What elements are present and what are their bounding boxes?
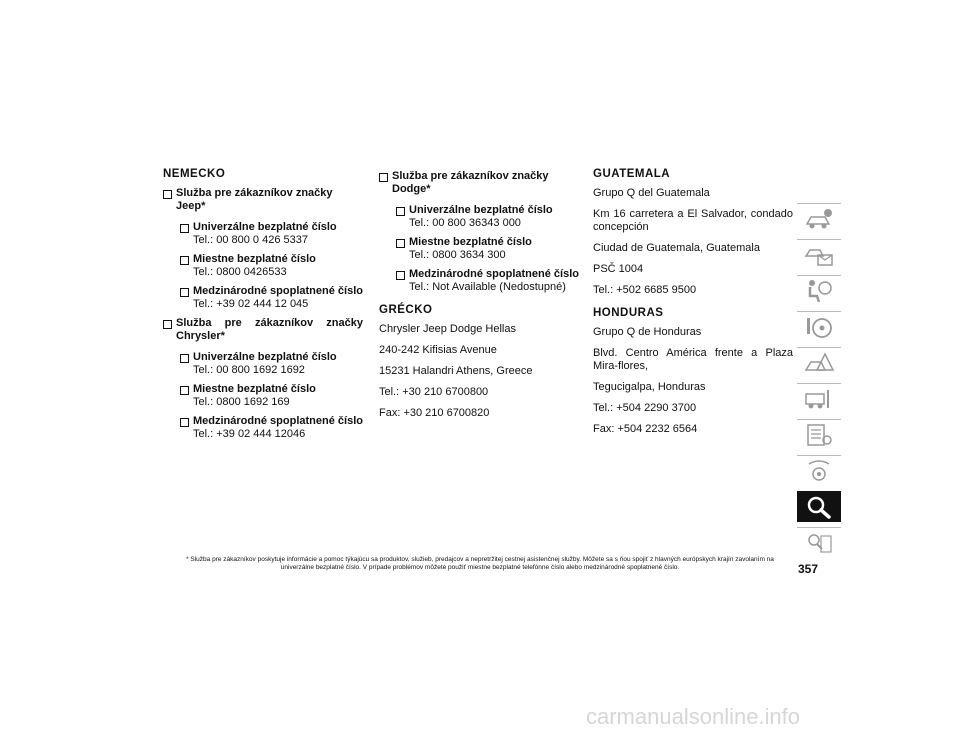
list-item [180,351,363,377]
fax-line: Fax: +30 210 6700820 [379,407,490,419]
tab-index[interactable] [797,527,841,558]
group-title: Služba pre zákazníkov značky Dodge* [392,170,549,195]
column-guatemala-honduras [593,168,793,444]
item-label: Medzinárodné spoplatnené číslo [409,268,579,280]
tab-car-info[interactable] [797,203,841,234]
item-value: Tel.: 00 800 1692 1692 [193,364,305,376]
item-label: Medzinárodné spoplatnené číslo [193,415,363,427]
list-item [180,253,363,279]
checkbox-icon [180,386,189,395]
checkbox-icon [180,354,189,363]
checkbox-icon [396,239,405,248]
list-item [180,415,363,441]
jeep-service-items [180,221,363,311]
address-line: 240-242 Kifisias Avenue [379,344,497,356]
checkbox-icon [379,173,388,182]
car-info-icon [803,206,835,232]
item-label: Medzinárodné spoplatnené číslo [193,285,363,297]
item-value: Tel.: Not Available (Nedostupné) [409,281,566,293]
checkbox-icon [180,256,189,265]
checkbox-icon [396,207,405,216]
item-value: Tel.: +39 02 444 12 045 [193,298,309,310]
index-icon [803,530,835,556]
list-item [180,285,363,311]
tab-emergency[interactable] [797,347,841,378]
phone-line: Tel.: +502 6685 9500 [593,284,697,296]
address-line: Blvd. Centro América frente a Plaza Mira-flores, [593,347,793,372]
watermark: carmanualsonline.info [586,704,801,729]
item-value: Tel.: +39 02 444 12046 [193,428,306,440]
tab-multimedia[interactable] [797,455,841,486]
tab-servicing[interactable] [797,383,841,414]
fax-line: Fax: +504 2232 6564 [593,423,698,435]
group-title: Služba pre zákazníkov značky Chrysler* [176,317,363,342]
page-number: 357 [798,562,819,576]
chrysler-service-title-item [163,317,363,343]
footnote: * Služba pre zákazníkov poskytuje informácie a pomoc týkajúcu sa produktov, služieb, predajcov a nepretržitej cestnej asistenčnej služby. Môžete sa s ňou spojiť z hlavných európskych krajín zavolaním na univerzálne bezplatné číslo. V prípade problémov môžete použiť miestne bezplatné telefónne číslo alebo medzinárodné spoplatnené číslo. [186,556,774,571]
section-heading-honduras: HONDURAS [593,307,664,319]
postal-code-line: PSČ 1004 [593,263,644,275]
checklist-icon [803,422,835,448]
jeep-service-title-item [163,187,363,213]
list-item [180,221,363,247]
dodge-service-group [379,170,579,294]
item-value: Tel.: 0800 0426533 [193,266,287,278]
checkbox-icon [163,190,172,199]
address-line: Tegucigalpa, Honduras [593,381,706,393]
jeep-service-group [163,187,363,311]
address-line: Km 16 carretera a El Salvador, condado concepción [593,208,793,233]
item-value: Tel.: 00 800 0 426 5337 [193,234,308,246]
list-item [396,236,579,262]
list-item [396,268,579,294]
address-line: Grupo Q del Guatemala [593,187,710,199]
phone-line: Tel.: +30 210 6700800 [379,386,489,398]
item-label: Univerzálne bezplatné číslo [409,204,553,216]
section-heading-guatemala: GUATEMALA [593,168,671,180]
section-heading-germany: NEMECKO [163,168,226,180]
tab-messages[interactable] [797,239,841,270]
tab-customer-assistance[interactable] [797,491,841,522]
dodge-service-items [396,204,579,294]
list-item [180,383,363,409]
chrysler-service-items [180,351,363,441]
list-item [396,204,579,230]
address-line: Ciudad de Guatemala, Guatemala [593,242,760,254]
chrysler-service-group [163,317,363,441]
airbag-seat-icon [803,278,835,304]
tab-specifications[interactable] [797,419,841,450]
address-line: Chrysler Jeep Dodge Hellas [379,323,516,335]
item-label: Miestne bezplatné číslo [409,236,532,248]
item-label: Univerzálne bezplatné číslo [193,351,337,363]
item-value: Tel.: 00 800 36343 000 [409,217,521,229]
item-label: Univerzálne bezplatné číslo [193,221,337,233]
address-line: Grupo Q de Honduras [593,326,702,338]
section-heading-greece: GRÉCKO [379,304,433,316]
dodge-service-title-item [379,170,579,196]
tab-starting[interactable] [797,311,841,342]
phone-line: Tel.: +504 2290 3700 [593,402,697,414]
group-title: Služba pre zákazníkov značky Jeep* [176,187,333,212]
road-warning-icon [803,350,835,376]
steering-wheel-icon [803,314,835,340]
item-label: Miestne bezplatné číslo [193,253,316,265]
chapter-tabs [797,203,841,563]
item-label: Miestne bezplatné číslo [193,383,316,395]
address-line: 15231 Halandri Athens, Greece [379,365,533,377]
multimedia-icon [803,458,835,484]
column-dodge-greece [379,168,579,428]
item-value: Tel.: 0800 3634 300 [409,249,506,261]
car-message-icon [803,242,835,268]
car-service-icon [803,386,835,412]
tab-safety[interactable] [797,275,841,306]
checkbox-icon [180,288,189,297]
item-value: Tel.: 0800 1692 169 [193,396,290,408]
checkbox-icon [163,320,172,329]
search-icon [803,494,835,520]
checkbox-icon [180,418,189,427]
checkbox-icon [396,271,405,280]
checkbox-icon [180,224,189,233]
column-germany [163,168,363,447]
